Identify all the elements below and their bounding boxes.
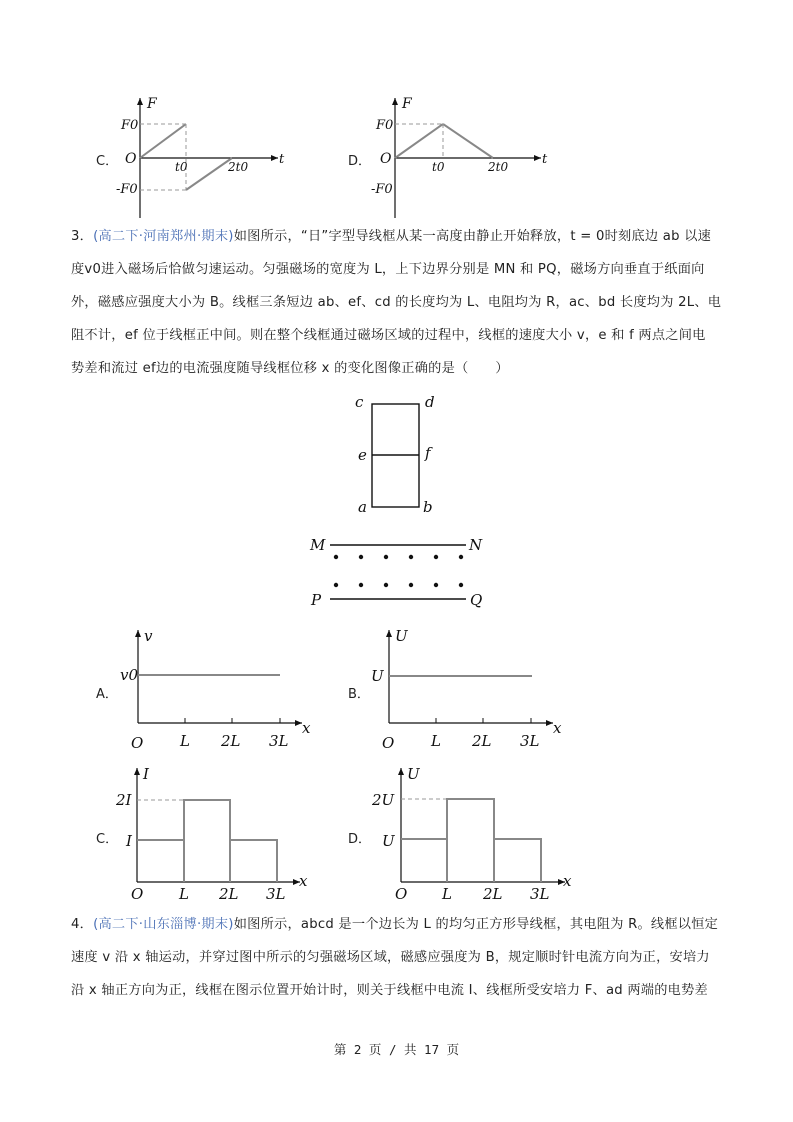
q4-line-3: 沿 x 轴正方向为正，线框在图示位置开始计时，则关于线框中电流 I、线框所受安培力 F、ad 两端的电势差 (71, 983, 708, 998)
graph-b-ux (371, 627, 562, 752)
svg-text:2U: 2U (372, 791, 395, 809)
option-d-label: D． (348, 154, 372, 169)
q3-line-5: 势差和流过 ef边的电流强度随导线框位移 x 的变化图像正确的是（ ） (71, 361, 509, 376)
svg-text:c: c (355, 393, 364, 411)
svg-text:O: O (131, 885, 144, 903)
svg-text:x: x (299, 872, 308, 890)
svg-text:O: O (382, 734, 395, 752)
svg-text:Q: Q (470, 591, 483, 609)
svg-text:x: x (302, 719, 311, 737)
svg-text:2t0: 2t0 (488, 160, 509, 174)
tick-neg-f0: -F0 (116, 182, 138, 197)
svg-text:2L: 2L (472, 732, 492, 750)
graph-c-ix (115, 765, 308, 903)
q4-line-2: 速度 v 沿 x 轴运动，并穿过图中所示的匀强磁场区域，磁感应强度为 B，规定顺时针电流方向为正，安培力 (71, 950, 710, 965)
option-c-label-q3: C． (96, 832, 119, 847)
svg-text:3L: 3L (520, 732, 540, 750)
svg-text:3L: 3L (269, 732, 289, 750)
svg-text:N: N (469, 536, 483, 554)
tick-2t0: 2t0 (228, 160, 249, 174)
svg-text:t: t (542, 152, 548, 167)
tick-f0: F0 (121, 118, 139, 133)
svg-text:L: L (180, 732, 190, 750)
q4-line-1: 4．(高二下·山东淄博·期末)如图所示，abcd 是一个边长为 L 的均匀正方形导线框，其电阻为 R。线框以恒定 (71, 917, 719, 932)
origin-label: O (125, 151, 137, 167)
question-3-text (71, 220, 731, 385)
graph-d-ux (371, 765, 572, 903)
svg-text:F: F (402, 96, 412, 112)
svg-text:x: x (563, 872, 572, 890)
svg-text:M: M (310, 536, 326, 554)
graph-line-rise (140, 124, 186, 158)
svg-text:U: U (371, 667, 384, 685)
graph-a-vx (120, 627, 311, 752)
svg-text:x: x (553, 719, 562, 737)
svg-text:L: L (442, 885, 452, 903)
question-4-text (71, 908, 731, 1007)
svg-text:L: L (431, 732, 441, 750)
q3-frame-figure (355, 393, 435, 516)
option-d-label-q3: D． (348, 832, 372, 847)
svg-text:2I: 2I (116, 791, 132, 809)
svg-text:-F0: -F0 (371, 182, 393, 197)
option-a-label: A． (96, 687, 118, 702)
svg-text:O: O (380, 151, 392, 167)
svg-text:I: I (143, 765, 149, 783)
q3-line-4: 阻不计，ef 位于线框正中间。则在整个线框通过磁场区域的过程中，线框的速度大小 v，e 和 f 两点之间电 (71, 328, 706, 343)
svg-text:2L: 2L (221, 732, 241, 750)
svg-text:v: v (144, 627, 153, 645)
svg-text:a: a (358, 498, 367, 516)
svg-text:F0: F0 (376, 118, 394, 133)
svg-text:L: L (179, 885, 189, 903)
svg-text:P: P (311, 591, 322, 609)
graph-c-ft (116, 96, 285, 218)
tick-t0: t0 (175, 160, 188, 174)
option-b-label: B． (348, 687, 370, 702)
svg-text:b: b (423, 498, 433, 516)
svg-text:e: e (358, 446, 367, 464)
svg-text:O: O (131, 734, 144, 752)
q3-line-3: 外，磁感应强度大小为 B。线框三条短边 ab、ef、cd 的长度均为 L、电阻均为 R，ac、bd 长度均为 2L、电 (71, 295, 722, 310)
q3-field-figure (309, 536, 483, 609)
q3-line-2: 度v0进入磁场后恰做匀速运动。匀强磁场的宽度为 L，上下边界分别是 MN 和 PQ，磁场方向垂直于纸面向 (71, 262, 705, 277)
option-c-label: C． (96, 154, 119, 169)
page-footer: 第 2 页 / 共 17 页 (333, 1042, 460, 1057)
svg-text:O: O (395, 885, 408, 903)
svg-text:2L: 2L (219, 885, 239, 903)
svg-text:U: U (395, 627, 408, 645)
svg-text:v0: v0 (120, 666, 139, 684)
q3-source: (高二下·河南郑州·期末) (93, 229, 234, 244)
svg-text:U: U (382, 832, 395, 850)
svg-text:3L: 3L (266, 885, 286, 903)
graph-d-ft (371, 96, 548, 218)
svg-text:2L: 2L (483, 885, 503, 903)
svg-text:t0: t0 (432, 160, 445, 174)
graph-line-fall (186, 158, 232, 190)
field-dots (334, 555, 463, 587)
svg-text:I: I (126, 832, 132, 850)
q4-source: (高二下·山东淄博·期末) (93, 917, 234, 932)
svg-text:3L: 3L (530, 885, 550, 903)
svg-text:d: d (425, 393, 435, 411)
axis-label-t: t (279, 152, 285, 167)
axis-label-f: F (147, 96, 157, 112)
svg-text:f: f (425, 444, 431, 462)
svg-text:U: U (407, 765, 420, 783)
q3-line-1: 3．(高二下·河南郑州·期末)如图所示，“日”字型导线框从某一高度由静止开始释放，t = 0时刻底边 ab 以速 (71, 229, 712, 244)
